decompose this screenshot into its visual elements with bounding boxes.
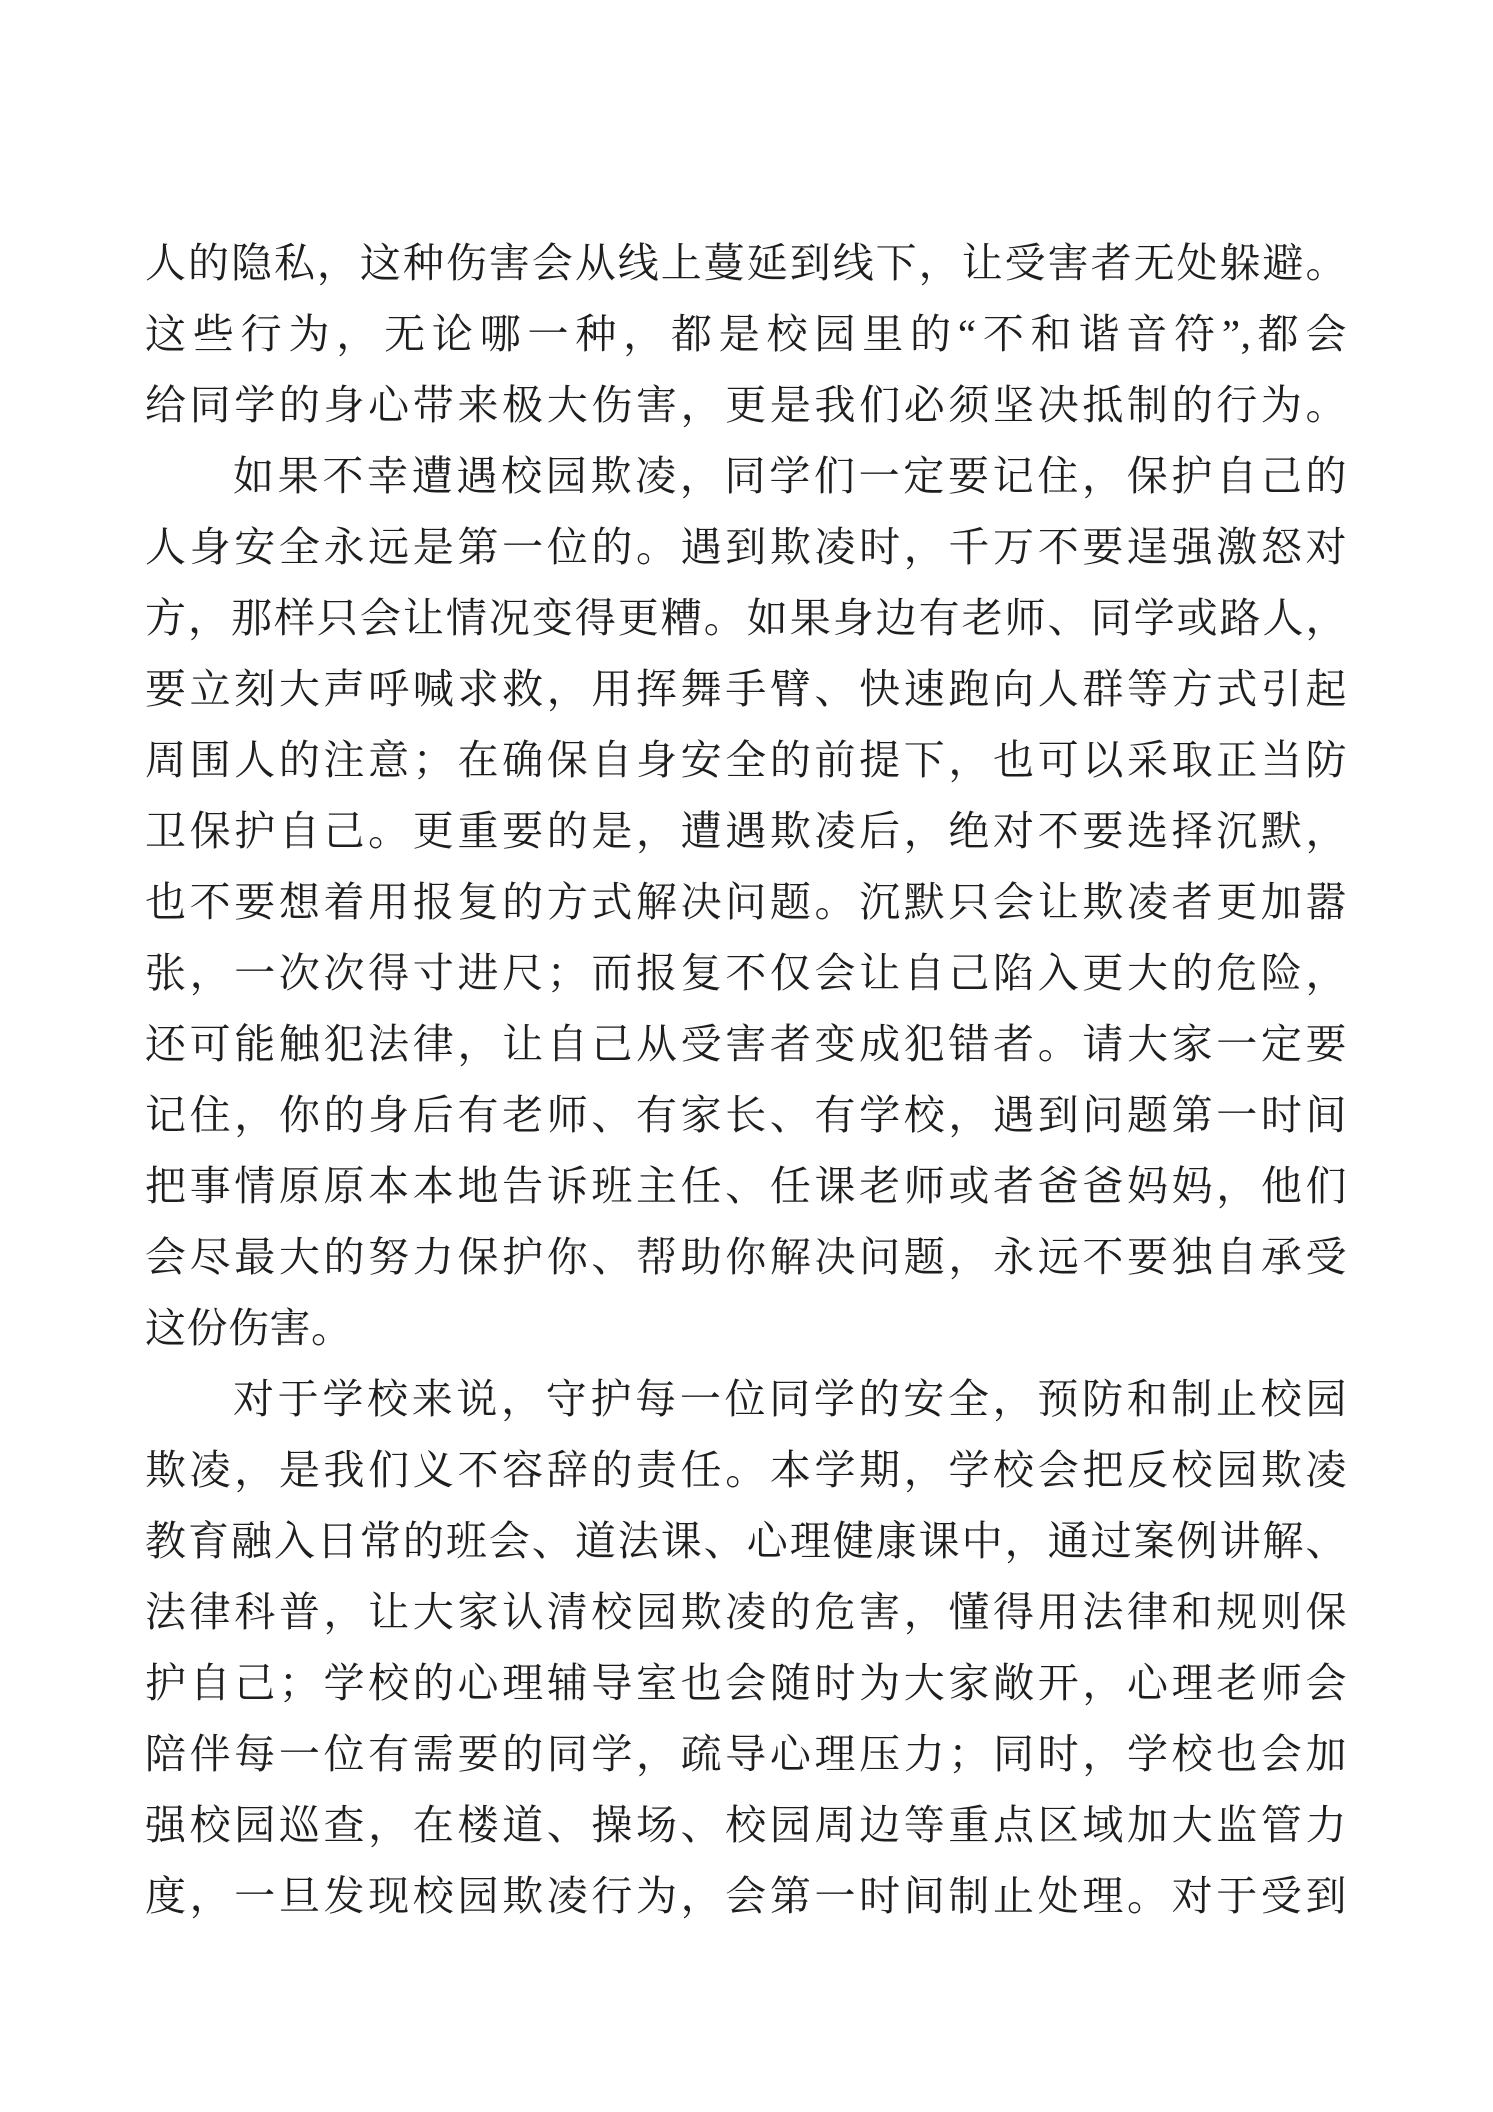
text-line: 法律科普，让大家认清校园欺凌的危害，懂得用法律和规则保 [145, 1589, 1347, 1635]
text-line: 卫保护自己。更重要的是，遭遇欺凌后，绝对不要选择沉默， [145, 808, 1347, 854]
text-line: 要立刻大声呼喊求救，用挥舞手臂、快速跑向人群等方式引起 [145, 666, 1347, 712]
text-line: 把事情原原本本地告诉班主任、任课老师或者爸爸妈妈，他们 [145, 1163, 1347, 1209]
text-line: 记住，你的身后有老师、有家长、有学校，遇到问题第一时间 [145, 1092, 1347, 1138]
text-line: 护自己；学校的心理辅导室也会随时为大家敞开，心理老师会 [145, 1660, 1347, 1706]
text-line: 会尽最大的努力保护你、帮助你解决问题，永远不要独自承受 [145, 1234, 1347, 1280]
text-line: 欺凌，是我们义不容辞的责任。本学期，学校会把反校园欺凌 [145, 1447, 1347, 1493]
text-line: 方，那样只会让情况变得更糟。如果身边有老师、同学或路人， [145, 595, 1347, 641]
text-line: 也不要想着用报复的方式解决问题。沉默只会让欺凌者更加嚣 [145, 879, 1347, 925]
text-line: 强校园巡查，在楼道、操场、校园周边等重点区域加大监管力 [145, 1802, 1347, 1848]
text-line: 教育融入日常的班会、道法课、心理健康课中，通过案例讲解、 [145, 1518, 1347, 1564]
text-line: 给同学的身心带来极大伤害，更是我们必须坚决抵制的行为。 [145, 382, 1347, 428]
text-line-paragraph-end: 这份伤害。 [145, 1305, 353, 1351]
text-line: 这些行为，无论哪一种，都是校园里的“不和谐音符”,都会 [145, 311, 1347, 357]
text-line: 周围人的注意；在确保自身安全的前提下，也可以采取正当防 [145, 737, 1347, 783]
text-line: 张，一次次得寸进尺；而报复不仅会让自己陷入更大的危险， [145, 950, 1347, 996]
text-line: 度，一旦发现校园欺凌行为，会第一时间制止处理。对于受到 [145, 1873, 1347, 1919]
text-line: 陪伴每一位有需要的同学，疏导心理压力；同时，学校也会加 [145, 1731, 1347, 1777]
text-line-paragraph-start: 对于学校来说，守护每一位同学的安全，预防和制止校园 [233, 1376, 1347, 1422]
text-line-paragraph-start: 如果不幸遭遇校园欺凌，同学们一定要记住，保护自己的 [233, 453, 1347, 499]
text-line: 还可能触犯法律，让自己从受害者变成犯错者。请大家一定要 [145, 1021, 1347, 1067]
text-line: 人身安全永远是第一位的。遇到欺凌时，千万不要逞强激怒对 [145, 524, 1347, 570]
document-text-block [145, 228, 1347, 1932]
text-line: 人的隐私，这种伤害会从线上蔓延到线下，让受害者无处躲避。 [145, 240, 1347, 286]
